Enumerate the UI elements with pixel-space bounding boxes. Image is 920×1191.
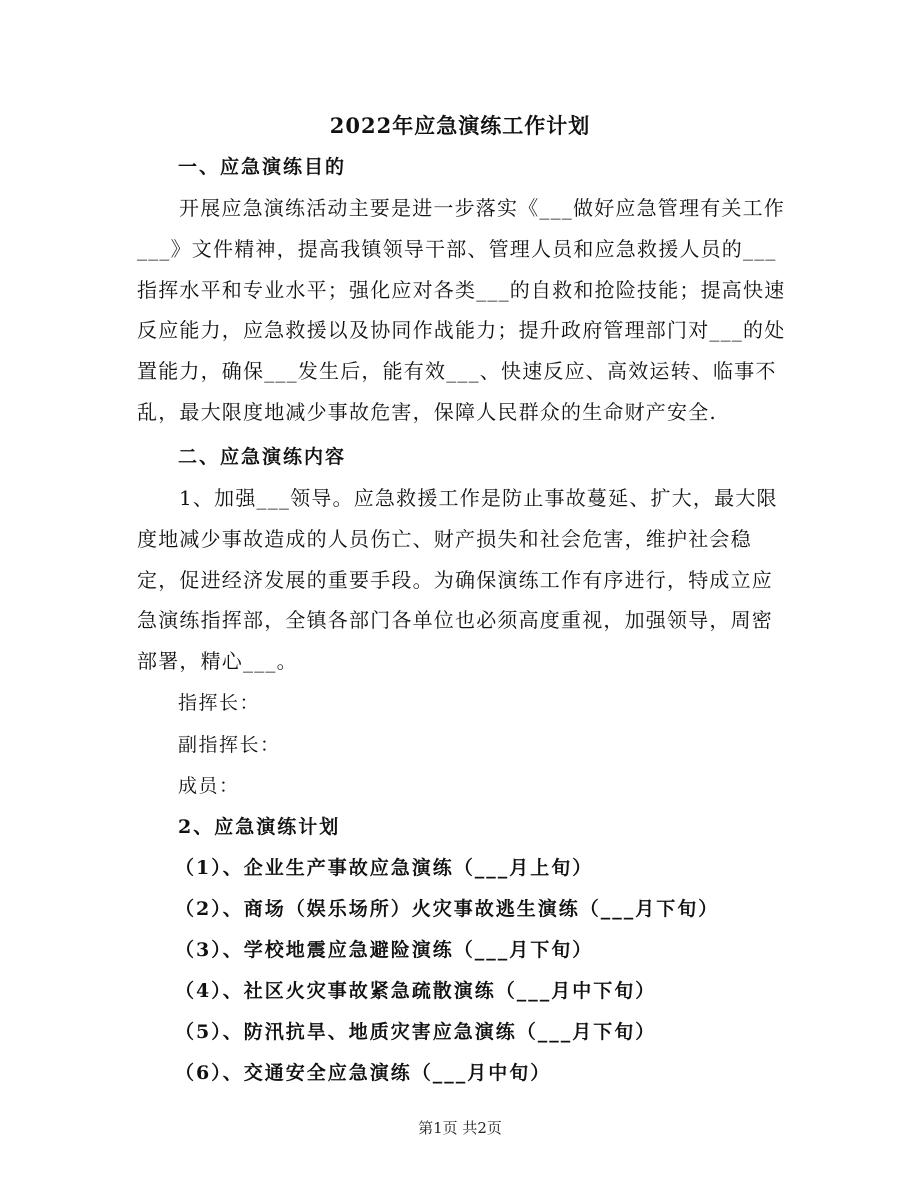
document-title: 2022年应急演练工作计划: [329, 113, 591, 138]
plan-item: （6）、交通安全应急演练（___月中旬）: [175, 1062, 552, 1084]
commander-label: 指挥长：: [178, 692, 261, 714]
section-heading-purpose: 一、应急演练目的: [178, 156, 347, 178]
plan-item: （3）、学校地震应急避险演练（___月下旬）: [175, 939, 594, 961]
page-footer: 第1页 共2页: [418, 1119, 502, 1137]
plan-heading: 2、应急演练计划: [178, 816, 341, 838]
paragraph-leadership: 1、加强___领导。应急救援工作是防止事故蔓延、扩大，最大限度地减少事故造成的人员伤亡、财产损失和社会危害，维护社会稳定，促进经济发展的重要手段。为确保演练工作有序进行，特成立应急演练指挥部，全镇各部门各单位也必须高度重视，加强领导，周密部署，精心___。: [137, 486, 778, 674]
deputy-commander-label: 副指挥长：: [178, 734, 281, 756]
plan-item: （1）、企业生产事故应急演练（___月上旬）: [175, 857, 594, 879]
section-heading-content: 二、应急演练内容: [178, 446, 347, 468]
paragraph-purpose: 开展应急演练活动主要是进一步落实《___做好应急管理有关工作___》文件精神，提高我镇领导干部、管理人员和应急救援人员的___指挥水平和专业水平；强化应对各类___的自救和抢险技能；提高快速反应能力，应急救援以及协同作战能力；提升政府管理部门对___的处置能力，确保___发生后，能有效___、快速反应、高效运转、临事不乱，最大限度地减少事故危害，保障人民群众的生命财产安全.: [137, 196, 786, 424]
plan-item: （5）、防汛抗旱、地质灾害应急演练（___月下旬）: [175, 1021, 657, 1043]
plan-item: （4）、社区火灾事故紧急疏散演练（___月中下旬）: [175, 980, 657, 1002]
plan-item: （2）、商场（娱乐场所）火灾事故逃生演练（___月下旬）: [175, 898, 720, 920]
members-label: 成员：: [178, 775, 240, 797]
